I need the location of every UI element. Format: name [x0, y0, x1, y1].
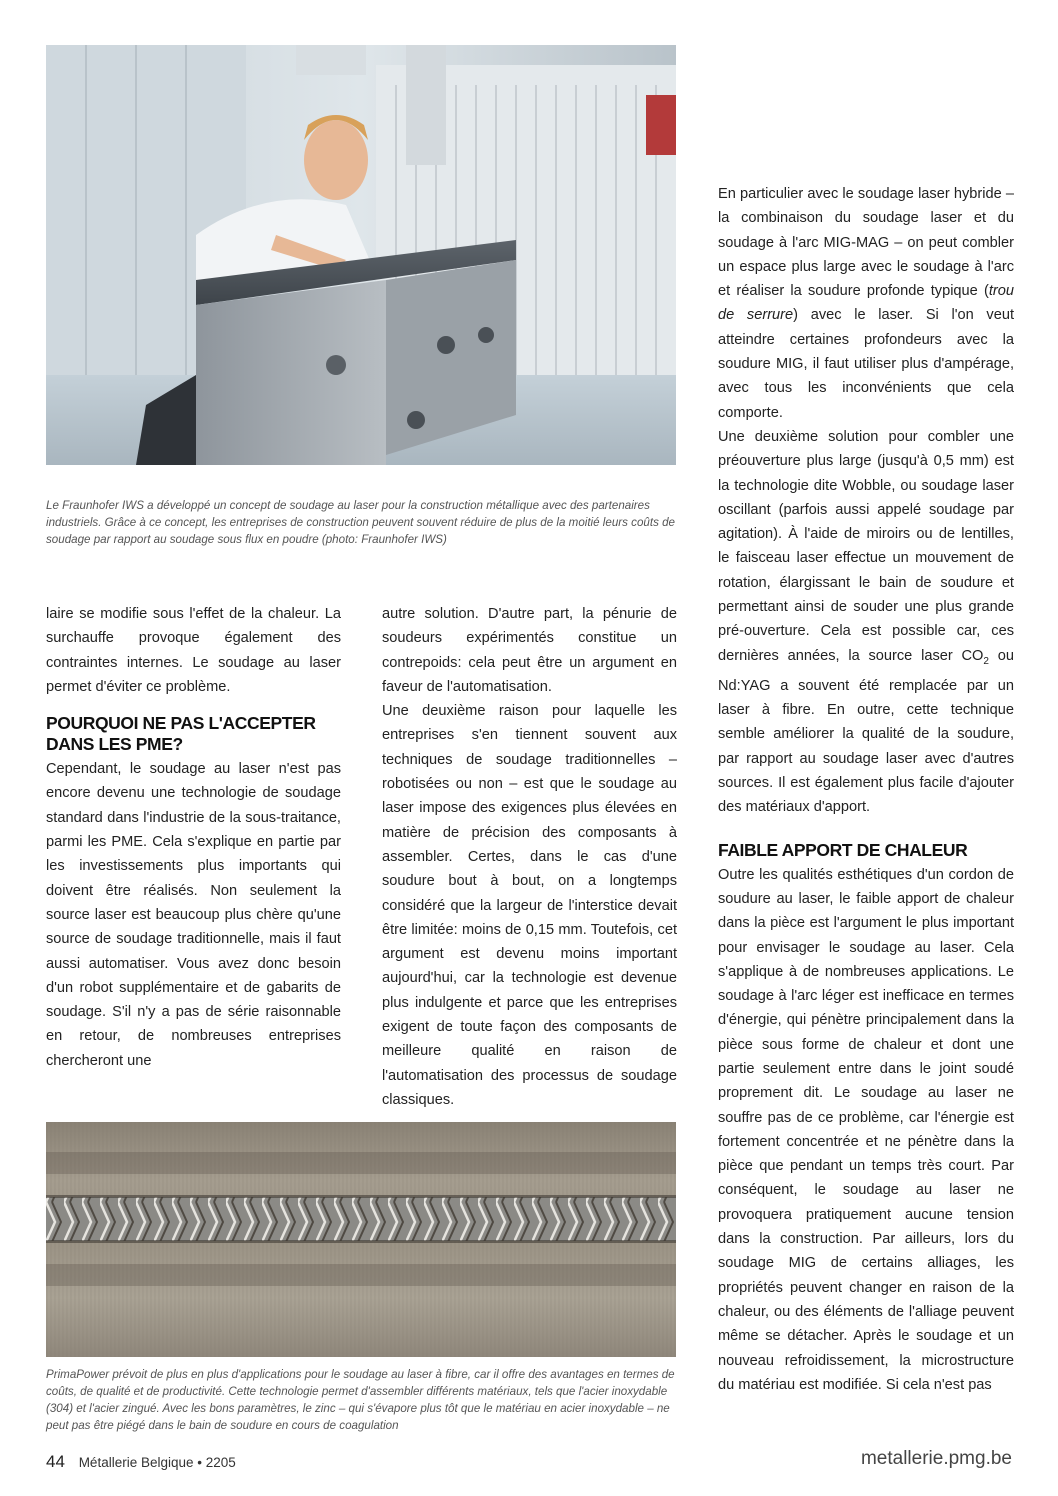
page-number: 44 — [46, 1452, 65, 1471]
body-paragraph: Outre les qualités esthétiques d'un cordon de soudure au laser, le faible apport de chaleur dans la pièce est l'argument le plus important pour envisager le soudage au laser. Cela s'applique à de nombreuses applications. Le soudage à l'arc léger est inefficace en termes d'énergie, qui pénètre principalement dans la pièce sous forme de chaleur et dont une partie seulement entre dans le joint soudé proprement dit. Le soudage au laser ne souffre pas de ce problème, car l'énergie est fortement concentrée et ne pénètre dans la pièce que pendant un temps très court. Par conséquent, le soudage au laser ne provoquera pratiquement aucune tension dans la construction. Par ailleurs, lors du soudage MIG de certains alliages, les propriétés peuvent changer en raison de la chaleur, ou des éléments de l'alliage peuvent même se détacher. Après le soudage et un nouveau refroidissement, la microstructure du matériau est modifiée. Si cela n'est pas — [718, 866, 1014, 1393]
body-paragraph: En particulier avec le soudage laser hybride – la combinaison du soudage laser et du soudage à l'arc MIG-MAG – on peut combler un espace plus large avec le soudage à l'arc et réaliser la soudure profonde typique (trou de serrure) avec le laser. Si l'on veut atteindre certaines profondeurs avec la soudure MIG, il faut utiliser plus d'ampérage, avec tous les inconvénients que cela comporte. — [718, 186, 1015, 421]
article-column-2 — [382, 602, 677, 1112]
publication-name: Métallerie Belgique • 2205 — [78, 1455, 236, 1470]
photo-caption: PrimaPower prévoit de plus en plus d'applications pour le soudage au laser à fibre, car il offre des avantages en termes de coûts, de qualité et de productivité. Cette technologie permet d'assembler différents matériaux, tels que l'acier inoxydable (304) et l'acier zingué. Avec les bons paramètres, le zinc – qui s'évapore plus tôt que le matériau en acier inoxydable – ne peut pas être piégé dans le bain de soudure en cours de coagulation — [46, 1368, 675, 1432]
photo-weld-seam — [46, 1122, 676, 1357]
photo-caption: Le Fraunhofer IWS a développé un concept de soudage au laser pour la construction métallique avec des partenaires industriels. Grâce à ce concept, les entreprises de construction peuvent souvent réduire de plus de la moitié leurs coûts de soudage par rapport au soudage sous flux en poudre (photo: Fraunhofer IWS) — [46, 499, 675, 546]
emphasis-text: trou de serrure — [718, 283, 1014, 324]
subscript: 2 — [983, 655, 989, 667]
page-footer-left — [46, 1452, 236, 1472]
body-paragraph: Une deuxième raison pour laquelle les entreprises s'en tiennent souvent aux techniques de soudage traditionnelles – robotisées ou non – est que le soudage au laser impose des exigences plus élevées en matière de précision des composants à assembler. Certes, dans le cas d'une soudure bout à bout, on a longtemps considéré que la largeur de l'interstice devait être limitée: moins de 0,15 mm. Toutefois, cet argument est devenu moins important aujourd'hui, car la technologie est devenue plus indulgente et parce que les entreprises exigent de toute façon des composants de meilleure qualité en raison de l'automatisation des processus de soudage classiques. — [382, 703, 677, 1108]
body-paragraph: Cependant, le soudage au laser n'est pas encore devenu une technologie de soudage standard dans l'industrie de la sous-traitance, parmi les PME. Cela s'explique en partie par les investissements plus importants qui doivent être réalisés. Non seulement la source laser est beaucoup plus chère qu'une source de soudage traditionnelle, mais il faut aussi automatiser. Vous avez donc besoin d'un robot supplémentaire et de gabarits de soudage. S'il n'y a pas de série raisonnable en retour, de nombreuses entreprises chercheront une — [46, 761, 341, 1069]
article-column-1 — [46, 602, 341, 1073]
body-paragraph: autre solution. D'autre part, la pénurie de soudeurs expérimentés constitue un contrepoids: cela peut être un argument en faveur de l'automatisation. — [382, 606, 677, 695]
article-column-3 — [718, 182, 1014, 1397]
section-heading: FAIBLE APPORT DE CHALEUR — [718, 839, 968, 860]
section-heading: POURQUOI NE PAS L'ACCEPTER DANS LES PME? — [46, 713, 316, 755]
body-paragraph: laire se modifie sous l'effet de la chaleur. La surchauffe provoque également des contraintes internes. Le soudage au laser permet d'éviter ce problème. — [46, 606, 341, 695]
photo-fraunhofer-lab — [46, 45, 676, 465]
body-paragraph: Une deuxième solution pour combler une préouverture plus large (jusqu'à 0,5 mm) est la technologie dite Wobble, ou soudage laser oscillant (parfois aussi appelé soudage par agitation). À l'aide de miroirs ou de lentilles, le faisceau laser effectue un mouvement de rotation, élargissant le bain de soudure et permettant ainsi de souder une plus grande pré-ouverture. Cela est possible car, ces dernières années, la source laser $CO_2$ ou Nd:YAG a souvent été remplacée par un laser à fibre. En outre, cette technique semble améliorer la qualité de la soudure, par rapport au soudage laser avec d'autres sources. Il est également plus facile d'ajouter des matériaux d'apport. — [718, 428, 1014, 816]
website-url: metallerie.pmg.be — [860, 1448, 1012, 1469]
